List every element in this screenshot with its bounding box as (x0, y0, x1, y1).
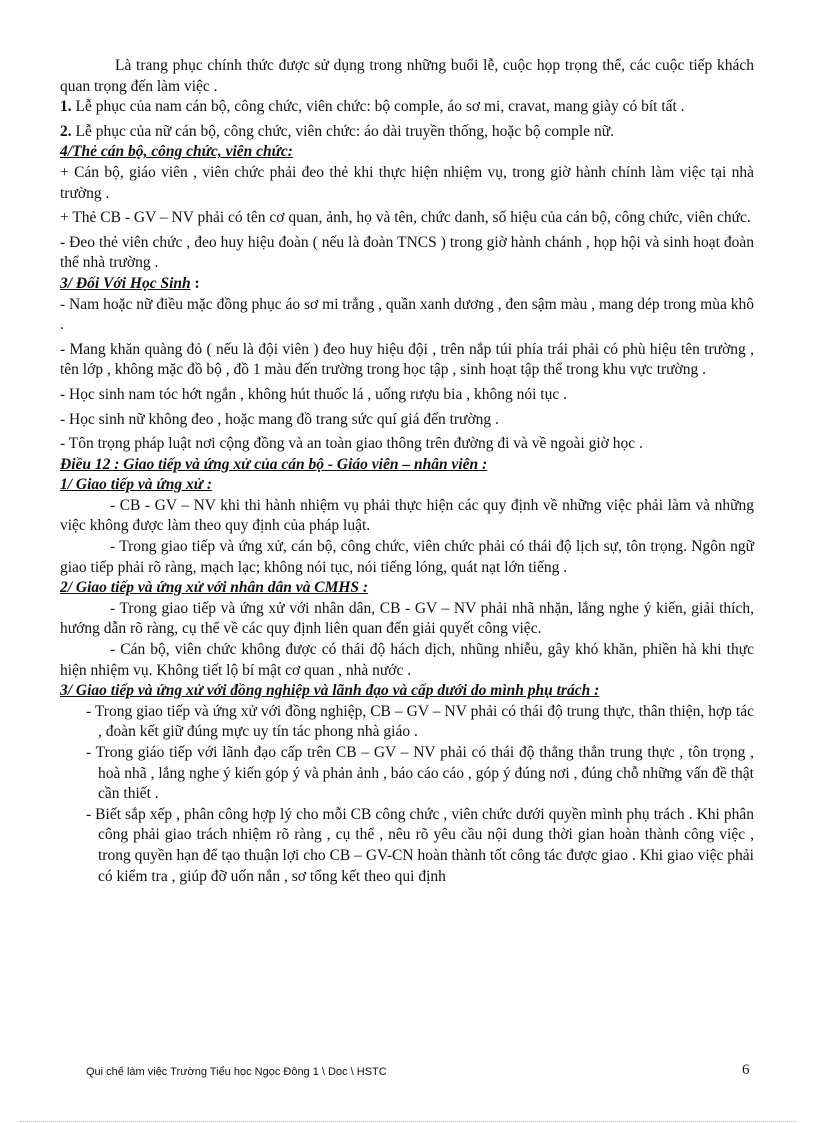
page-number: 6 (742, 1062, 750, 1078)
heading-section-4: 4/Thẻ cán bộ, công chức, viên chức: (60, 143, 293, 161)
heading-article-12: Điều 12 : Giao tiếp và ứng xử của cán bộ - Giáo viên – nhân viên : (60, 455, 488, 473)
heading-sub-1: 1/ Giao tiếp và ứng xử : (60, 476, 213, 494)
paragraph-student-2: - Mang khăn quàng đỏ ( nếu là đội viên ) đeo huy hiệu đội , trên nắp túi phía trái phải có phù hiệu tên trường , tên lớp , không mặc đồ bộ , đồ 1 màu đến trường trong học tập , sinh hoạt tập thể trong khu vực trường . (60, 340, 754, 379)
heading-colon: : (190, 274, 200, 292)
paragraph-card-1: + Cán bộ, giáo viên , viên chức phải đeo thẻ khi thực hiện nhiệm vụ, trong giờ hành chính làm việc tại nhà trường . (60, 163, 754, 202)
footer-text: Qui chế làm việc Trường Tiểu học Ngọc Đông 1 \ Doc \ HSTC (86, 1066, 387, 1078)
paragraph-student-1: - Nam hoặc nữ điều mặc đồng phục áo sơ mi trắng , quần xanh dương , đen sậm màu , mang dép trong mùa khô . (60, 295, 754, 334)
heading-section-3-students (60, 274, 754, 295)
paragraph-sub2-b: - Cán bộ, viên chức không được có thái độ hách dịch, nhũng nhiễu, gây khó khăn, phiền hà khi thực hiện nhiệm vụ. Không tiết lộ bí mật cơ quan , nhà nước . (60, 641, 754, 679)
page-bottom-divider (20, 1121, 796, 1122)
paragraph-student-4: - Học sinh nữ không đeo , hoặc mang đồ trang sức quí giá đến trường . (60, 410, 499, 428)
heading-label: 3/ Đối Với Học Sinh (60, 274, 191, 292)
item-number: 2. (60, 122, 72, 140)
paragraph-sub1-b: - Trong giao tiếp và ứng xử, cán bộ, công chức, viên chức phải có thái độ lịch sự, tôn trọng. Ngôn ngữ giao tiếp phải rõ ràng, mạch lạc; không nói tục, nói tiếng lóng, quát nạt lớn tiếng . (60, 538, 754, 576)
paragraph-card-2: + Thẻ CB - GV – NV phải có tên cơ quan, ảnh, họ và tên, chức danh, số hiệu của cán bộ, công chức, viên chức. (60, 209, 751, 227)
document-body (60, 56, 754, 887)
paragraph-card-3: - Đeo thẻ viên chức , đeo huy hiệu đoàn ( nếu là đoàn TNCS ) trong giờ hành chánh , họp hội và sinh hoạt đoàn thể nhà trường . (60, 233, 754, 272)
paragraph-student-3: - Học sinh nam tóc hớt ngắn , không hút thuốc lá , uống rượu bia , không nói tục . (60, 385, 567, 403)
paragraph-item-1 (60, 97, 754, 118)
paragraph-intro: Là trang phục chính thức được sử dụng trong những buổi lễ, cuộc họp trọng thể, các cuộc tiếp khách quan trọng đến làm việc . (60, 57, 754, 95)
item-text: Lễ phục của nữ cán bộ, công chức, viên chức: áo dài truyền thống, hoặc bộ comple nữ. (75, 122, 614, 140)
heading-sub-3: 3/ Giao tiếp và ứng xử với đồng nghiệp và lãnh đạo và cấp dưới do mình phụ trách : (60, 682, 600, 700)
item-number: 1. (60, 98, 72, 116)
paragraph-student-5: - Tôn trọng pháp luật nơi cộng đồng và an toàn giao thông trên đường đi và về ngoài giờ học . (60, 435, 643, 453)
paragraph-sub3-b: - Trong giáo tiếp với lãnh đạo cấp trên CB – GV – NV phải có thái độ thẳng thắn trung thực , tôn trọng , hoà nhã , lắng nghe ý kiến góp ý và phản ảnh , báo cáo cáo , góp ý đúng nơi , đúng chỗ những vấn đề thật cần thiết . (86, 744, 754, 803)
paragraph-item-2 (60, 122, 754, 143)
paragraph-sub1-a: - CB - GV – NV khi thi hành nhiệm vụ phải thực hiện các quy định về những việc phải làm và những việc không được làm theo quy định của pháp luật. (60, 496, 754, 535)
paragraph-sub3-c: - Biết sắp xếp , phân công hợp lý cho mỗi CB công chức , viên chức dưới quyền mình phụ trách . Khi phân công phải giao trách nhiệm rõ ràng , cụ thể , nêu rõ yêu cầu nội dung thời gian hoàn thành công việc , trong quyền hạn để tạo thuận lợi cho CB – GV-CN hoàn thành tốt công tác được giao . Khi giao việc phải có kiểm tra , giúp đỡ uốn nắn , sơ tổng kết theo qui định (86, 805, 754, 885)
heading-sub-2: 2/ Giao tiếp và ứng xử với nhân dân và CMHS : (60, 579, 369, 597)
paragraph-sub2-a: - Trong giao tiếp và ứng xử với nhân dân, CB - GV – NV phải nhã nhặn, lắng nghe ý kiến, giải thích, hướng dẫn rõ ràng, cụ thể về các quy định liên quan đến giải quyết công việc. (60, 599, 754, 638)
paragraph-sub3-a: - Trong giao tiếp và ứng xử với đồng nghiệp, CB – GV – NV phải có thái độ trung thực, thân thiện, hợp tác , đoàn kết giữ đúng mực uy tín tác phong nhà giáo . (86, 702, 754, 741)
item-text: Lễ phục của nam cán bộ, công chức, viên chức: bộ comple, áo sơ mi, cravat, mang giày có bít tất . (75, 98, 685, 116)
